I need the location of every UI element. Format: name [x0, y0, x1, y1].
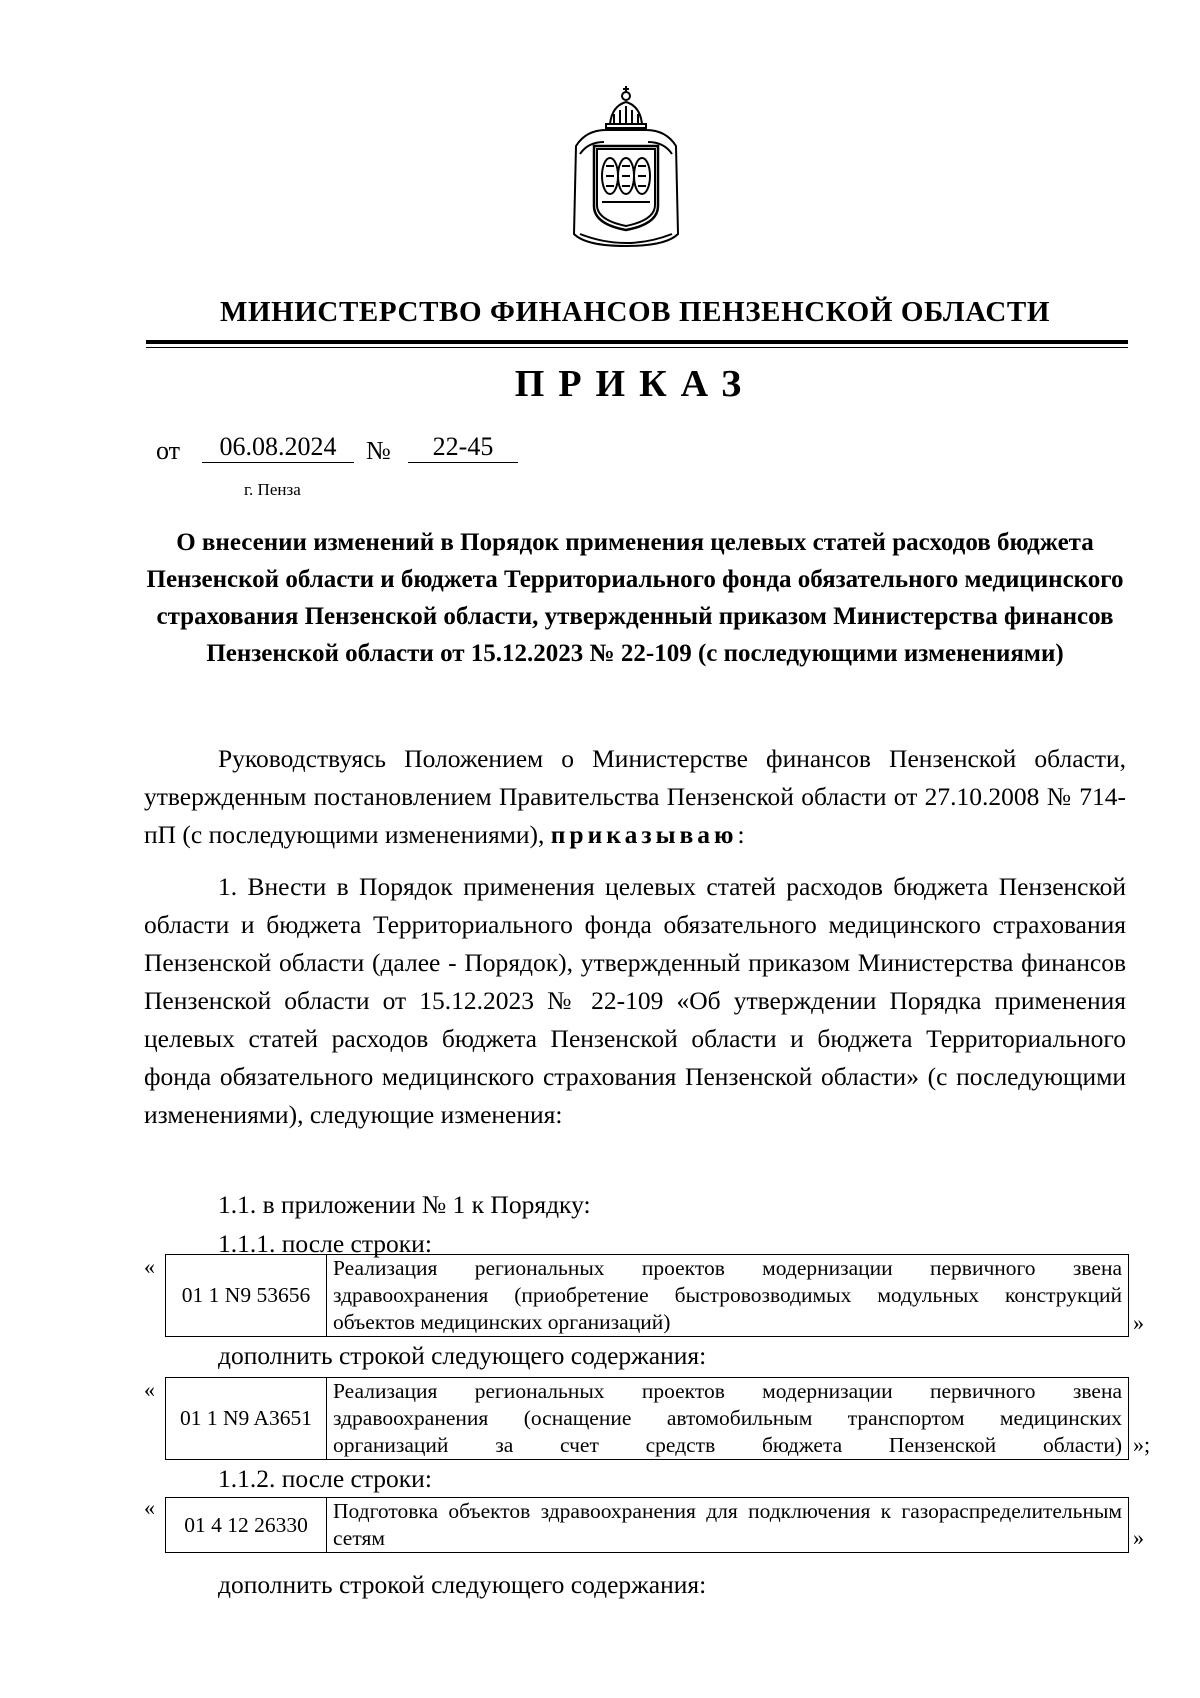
row-1-description: Реализация региональных проектов модернизации первичного звена здравоохранения (приобретение быстровозводимых модульных конструкций объектов медицинских организаций) — [327, 1255, 1129, 1337]
row-2-open-quote: « — [144, 1377, 155, 1402]
row-3-description: Подготовка объектов здравоохранения для подключения к газораспределительным сетям — [327, 1498, 1129, 1553]
coat-of-arms-emblem — [566, 84, 686, 254]
header-rule-thin — [146, 347, 1128, 348]
number-label: № — [366, 436, 391, 465]
item-1-1-2-label: 1.1.2. после строки: — [218, 1464, 432, 1493]
row-2-close-quote: »; — [1133, 1432, 1151, 1457]
table-row — [166, 1255, 1129, 1337]
amendment-table-1 — [165, 1254, 1129, 1337]
date-prefix-label: от — [156, 436, 181, 465]
preamble-text: Руководствуясь Положением о Министерстве финансов Пензенской области, утвержденным постановлением Правительства Пензенской области от 27.10.2008 № 714-пП (с последующими изменениями), — [144, 744, 1126, 849]
ministry-name: МИНИСТЕРСТВО ФИНАНСОВ ПЕНЗЕНСКОЙ ОБЛАСТИ — [219, 296, 1051, 328]
item-1-1-label: 1.1. в приложении № 1 к Порядку: — [218, 1190, 591, 1219]
row-1-close-quote: » — [1133, 1310, 1144, 1335]
add-row-1-label: дополнить строкой следующего содержания: — [218, 1341, 707, 1370]
table-row — [166, 1378, 1129, 1460]
row-3-open-quote: « — [144, 1495, 155, 1520]
table-row — [166, 1498, 1129, 1553]
item-1-1-1-label: 1.1.1. после строки: — [218, 1229, 432, 1258]
preamble-action-word: приказываю — [550, 820, 738, 849]
row-3-code: 01 4 12 26330 — [166, 1498, 327, 1553]
document-type-title: ПРИКАЗ — [514, 363, 756, 405]
add-row-2-label: дополнить строкой следующего содержания: — [218, 1570, 707, 1599]
order-date: 06.08.2024 — [202, 432, 354, 463]
city-label: г. Пенза — [244, 480, 301, 499]
row-3-close-quote: » — [1133, 1525, 1144, 1550]
row-2-description: Реализация региональных проектов модернизации первичного звена здравоохранения (оснащение автомобильным транспортом медицинских организаций за счет средств бюджета Пензенской области) — [327, 1378, 1129, 1460]
row-1-code: 01 1 N9 53656 — [166, 1255, 327, 1337]
header-rule-thick — [146, 340, 1128, 344]
row-1-open-quote: « — [144, 1254, 155, 1279]
order-number: 22-45 — [408, 432, 518, 463]
preamble-end: : — [737, 820, 745, 849]
amendment-table-2 — [165, 1377, 1129, 1460]
document-heading: О внесении изменений в Порядок применения целевых статей расходов бюджета Пензенской области и бюджета Территориального фонда обязательного медицинского страхования Пензенской области, утвержденный приказом Министерства финансов Пензенской области от 15.12.2023 № 22-109 (с последующими изменениями) — [146, 529, 1124, 667]
preamble-paragraph — [144, 740, 1126, 854]
amendment-table-3 — [165, 1497, 1129, 1553]
item-1-paragraph: 1. Внести в Порядок применения целевых статей расходов бюджета Пензенской области и бюджета Территориального фонда обязательного медицинского страхования Пензенской области (далее - Порядок), утвержденный приказом Министерства финансов Пензенской области от 15.12.2023 № 22-109 «Об утверждении Порядка применения целевых статей расходов бюджета Пензенской области и бюджета Территориального фонда обязательного медицинского страхования Пензенской области» (с последующими изменениями), следующие изменения: — [144, 872, 1126, 1129]
row-2-code: 01 1 N9 A3651 — [166, 1378, 327, 1460]
